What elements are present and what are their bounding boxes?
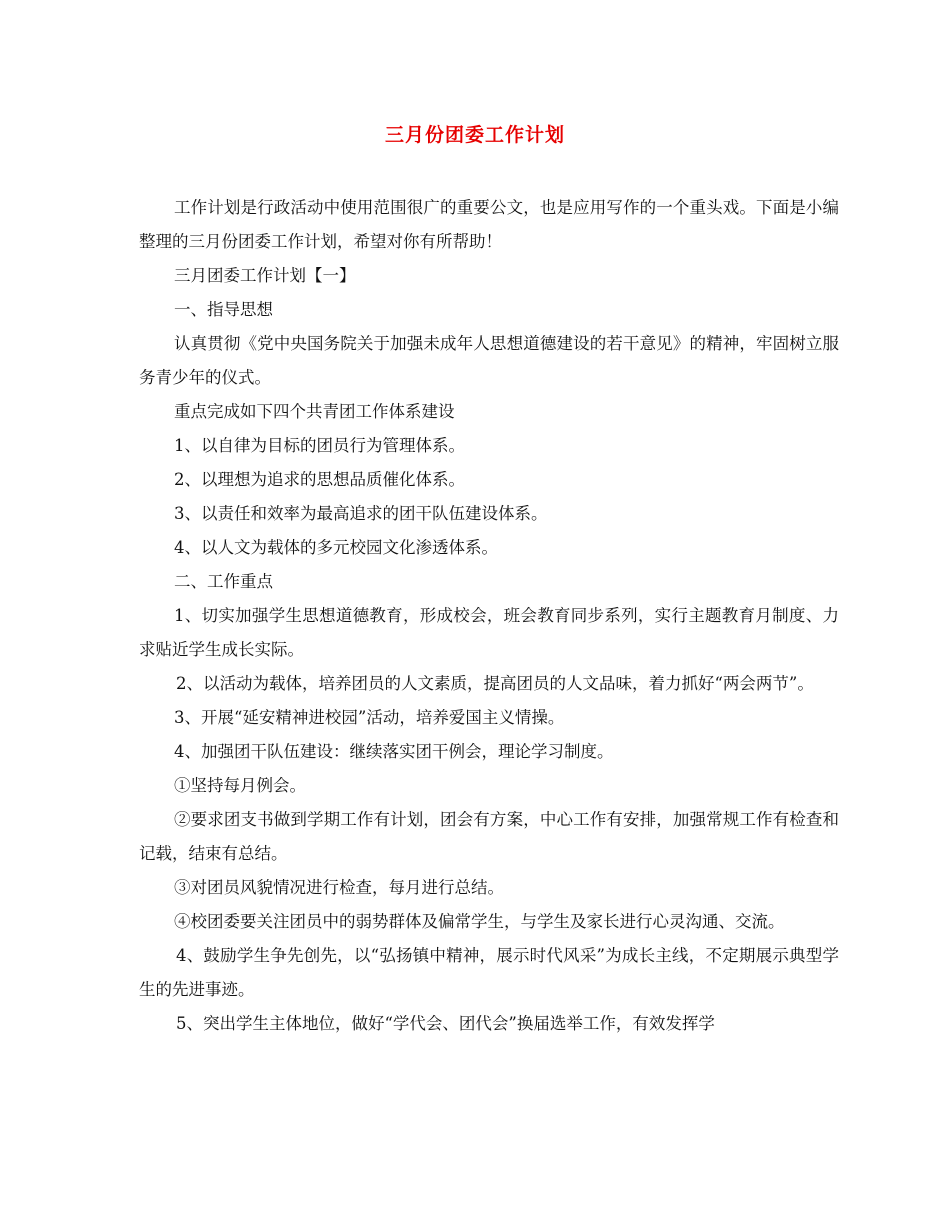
sub-list-item: ④校团委要关注团员中的弱势群体及偏常学生，与学生及家长进行心灵沟通、交流。 (174, 912, 785, 931)
paragraph: 认真贯彻《党中央国务院关于加强未成年人思想道德建设的若干意见》的精神，牢固树立服务青少年的仪式。 (139, 334, 839, 387)
section-heading: 一、指导思想 (174, 300, 273, 319)
list-item: 4、加强团干队伍建设：继续落实团干例会，理论学习制度。 (174, 742, 614, 761)
list-item: 1、切实加强学生思想道德教育，形成校会，班会教育同步系列，实行主题教育月制度、力求贴近学生成长实际。 (139, 606, 839, 659)
list-item: 1、以自律为目标的团员行为管理体系。 (174, 436, 465, 455)
list-item: 3、以责任和效率为最高追求的团干队伍建设体系。 (174, 504, 548, 523)
paragraph: 工作计划是行政活动中使用范围很广的重要公文，也是应用写作的一个重头戏。下面是小编整理的三月份团委工作计划，希望对你有所帮助！ (139, 198, 839, 251)
list-item: 4、鼓励学生争先创先，以“弘扬镇中精神，展示时代风采”为成长主线，不定期展示典型学生的先进事迹。 (139, 946, 839, 999)
list-item: 3、开展“延安精神进校园”活动，培养爱国主义情操。 (174, 708, 565, 727)
document-body (139, 191, 839, 1041)
list-item: 2、以理想为追求的思想品质催化体系。 (174, 470, 465, 489)
list-item: 2、以活动为载体，培养团员的人文素质，提高团员的人文品味，着力抓好“两会两节”。 (176, 674, 814, 693)
list-item: 5、突出学生主体地位，做好“学代会、团代会”换届选举工作，有效发挥学 (176, 1014, 715, 1033)
section-heading: 三月团委工作计划【一】 (174, 266, 356, 285)
paragraph: 重点完成如下四个共青团工作体系建设 (174, 402, 455, 421)
sub-list-item: ③对团员风貌情况进行检查，每月进行总结。 (174, 878, 504, 897)
list-item: 4、以人文为载体的多元校园文化渗透体系。 (174, 538, 498, 557)
page-title: 三月份团委工作计划 (384, 124, 565, 146)
sub-list-item: ②要求团支书做到学期工作有计划，团会有方案，中心工作有安排，加强常规工作有检查和记载，结束有总结。 (139, 810, 839, 863)
sub-list-item: ①坚持每月例会。 (174, 776, 306, 795)
section-heading: 二、工作重点 (174, 572, 273, 591)
